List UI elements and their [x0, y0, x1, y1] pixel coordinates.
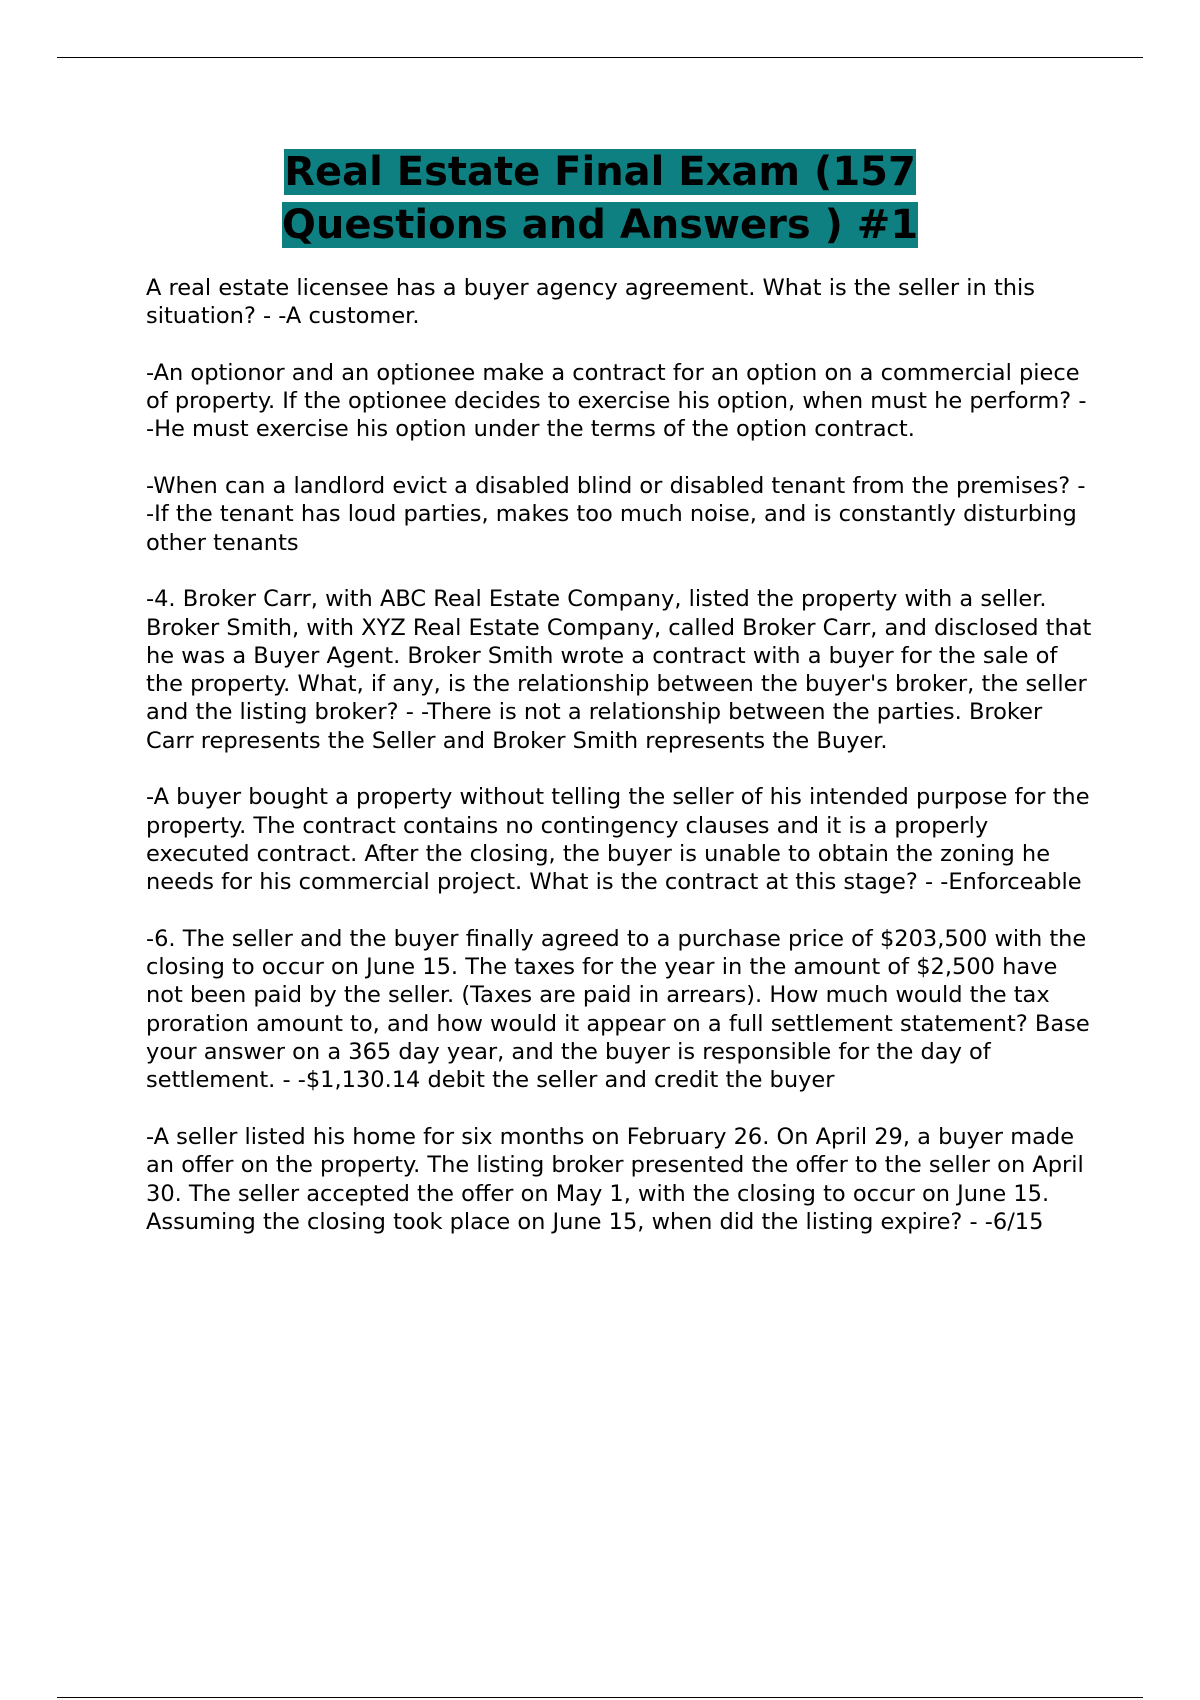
qa-entry-5: -A buyer bought a property without telling the seller of his intended purpose for the property. The contract contains no contingency clauses and it is a properly executed contract. After the closing, the buyer is unable to obtain the zoning he needs for his commercial project. What is the contract at this stage? - -Enforceable	[146, 784, 1090, 896]
qa-entry-6: -6. The seller and the buyer finally agreed to a purchase price of $203,500 with the closing to occur on June 15. The taxes for the year in the amount of $2,500 have not been paid by the seller. (Taxes are paid in arrears). How much would the tax proration amount to, and how would it appear on a full settlement statement? Base your answer on a 365 day year, and the buyer is responsible for the day of settlement. - -$1,130.14 debit the seller and credit the buyer	[146, 925, 1090, 1094]
page-title	[282, 149, 918, 248]
qa-entry-7: -A seller listed his home for six months on February 26. On April 29, a buyer made an offer on the property. The listing broker presented the offer to the seller on April 30. The seller accepted the offer on May 1, with the closing to occur on June 15. Assuming the closing took place on June 15, when did the listing expire? - -6/15	[146, 1123, 1084, 1235]
top-rule	[57, 57, 1143, 58]
title-block	[0, 146, 1200, 252]
title-line-2: Questions and Answers ) #1	[281, 202, 919, 248]
title-line-1: Real Estate Final Exam (157	[284, 149, 916, 195]
qa-entry-4: -4. Broker Carr, with ABC Real Estate Company, listed the property with a seller. Broker Smith, with XYZ Real Estate Company, called Broker Carr, and disclosed that he was a Buyer Agent. Broker Smith wrote a contract with a buyer for the sale of the property. What, if any, is the relationship between the buyer's broker, the seller and the listing broker? - -There is not a relationship between the parties. Broker Carr represents the Seller and Broker Smith represents the Buyer.	[146, 586, 1092, 754]
qa-entry-1: A real estate licensee has a buyer agency agreement. What is the seller in this situation? - -A customer.	[146, 275, 1036, 330]
qa-list	[146, 274, 1096, 1264]
bottom-rule	[57, 1697, 1143, 1698]
qa-entry-2: -An optionor and an optionee make a contract for an option on a commercial piece of property. If the optionee decides to exercise his option, when must he perform? - -He must exercise his option under the terms of the option contract.	[146, 359, 1087, 443]
qa-entry-3: -When can a landlord evict a disabled blind or disabled tenant from the premises? - -If the tenant has loud parties, makes too much noise, and is constantly disturbing other tenants	[146, 473, 1086, 556]
